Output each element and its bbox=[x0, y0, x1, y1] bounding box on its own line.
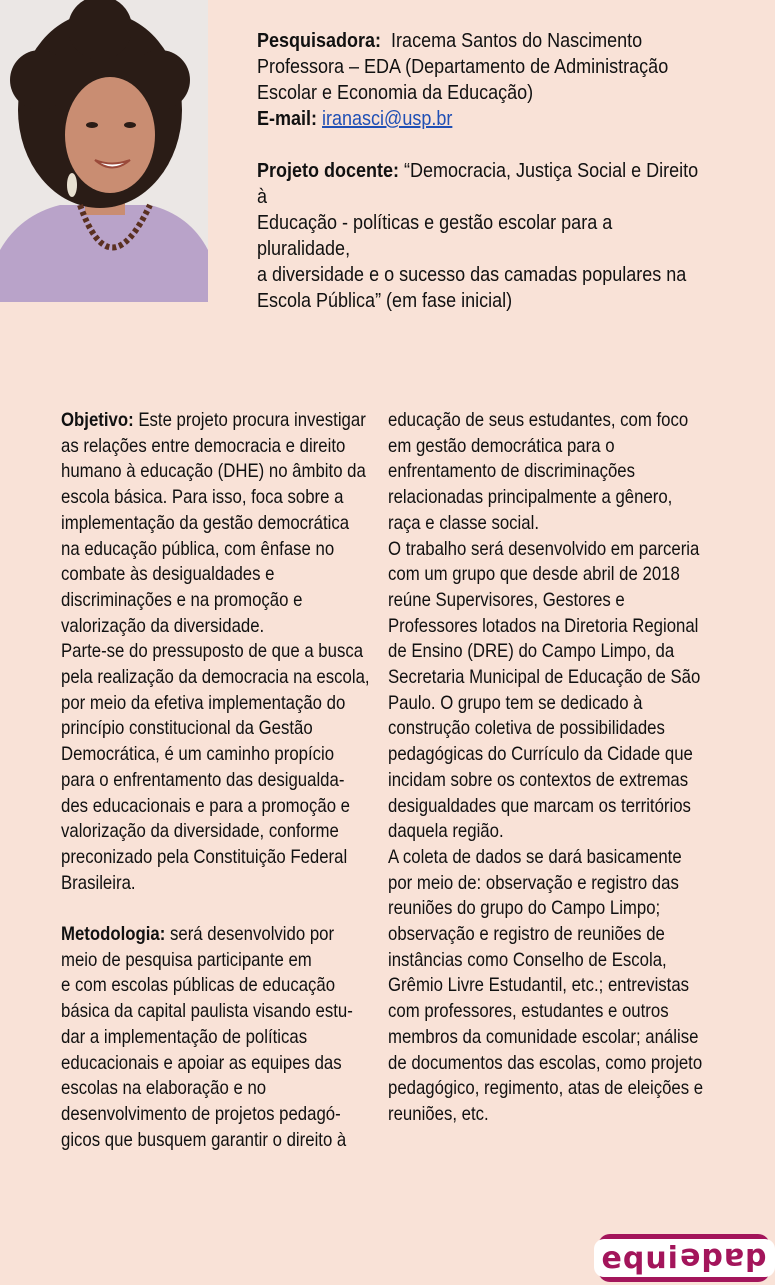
text-line: dar a implementação de políticas bbox=[61, 1025, 308, 1048]
text-line: desigualdades que marcam os territórios bbox=[388, 794, 691, 817]
project-line-1 bbox=[257, 158, 707, 210]
left-column bbox=[61, 408, 388, 1153]
researcher-line bbox=[257, 28, 707, 54]
methodology-first-line bbox=[61, 922, 388, 948]
text-line: humano à educação (DHE) no âmbito da bbox=[61, 460, 366, 483]
text-line: valorização da diversidade, conforme bbox=[61, 820, 339, 843]
text-line: Brasileira. bbox=[61, 871, 136, 894]
text-line: princípio constitucional da Gestão bbox=[61, 717, 313, 740]
researcher-name: Iracema Santos do Nascimento bbox=[391, 30, 643, 52]
text-line: educacionais e apoiar as equipes das bbox=[61, 1051, 342, 1074]
project-line-2: Educação - políticas e gestão escolar para a pluralidade, bbox=[257, 212, 613, 260]
text-line: básica da capital paulista visando estu- bbox=[61, 1000, 353, 1023]
email-link[interactable]: iranasci@usp.br bbox=[322, 108, 453, 130]
project-label: Projeto docente: bbox=[257, 160, 400, 182]
project-title-start: “Democracia, Justiça Social e Direito à bbox=[257, 160, 699, 208]
email-label: E-mail: bbox=[257, 108, 318, 130]
text-line: daquela região. bbox=[388, 820, 504, 843]
logo-wordmark bbox=[594, 1239, 775, 1277]
text-line: gicos que busquem garantir o direito à bbox=[61, 1128, 347, 1151]
project-line-3: a diversidade e o sucesso das camadas populares na bbox=[257, 264, 687, 286]
researcher-label: Pesquisadora: bbox=[257, 30, 382, 52]
text-line: reuniões, etc. bbox=[388, 1102, 489, 1125]
text-line: membros da comunidade escolar; análise bbox=[388, 1025, 699, 1048]
right-column bbox=[388, 408, 732, 1128]
text-line: pedagógicas do Currículo da Cidade que bbox=[388, 743, 693, 766]
text-line: Grêmio Livre Estudantil, etc.; entrevistas bbox=[388, 974, 690, 997]
project-line-4: Escola Pública” (em fase inicial) bbox=[257, 290, 513, 312]
text-line: será desenvolvido por bbox=[170, 923, 335, 946]
text-line: Paulo. O grupo tem se dedicado à bbox=[388, 691, 643, 714]
text-line: des educacionais e para a promoção e bbox=[61, 794, 351, 817]
logo-text-right: dade bbox=[678, 1240, 767, 1276]
text-line: Este projeto procura investigar bbox=[138, 409, 366, 431]
text-line: Secretaria Municipal de Educação de São bbox=[388, 666, 701, 689]
text-line: desenvolvimento de projetos pedagó- bbox=[61, 1102, 341, 1125]
text-line: A coleta de dados se dará basicamente bbox=[388, 845, 682, 868]
header-info bbox=[257, 28, 707, 314]
text-line: valorização da diversidade. bbox=[61, 614, 265, 637]
text-line: observação e registro de reuniões de bbox=[388, 923, 665, 946]
text-line: incidam sobre os contextos de extremas bbox=[388, 768, 689, 791]
text-line: discriminações e na promoção e bbox=[61, 588, 303, 611]
researcher-photo bbox=[0, 0, 208, 302]
text-line: de Ensino (DRE) do Campo Limpo, da bbox=[388, 640, 675, 663]
logo-text-left: equi bbox=[601, 1240, 679, 1276]
equidade-logo bbox=[598, 1234, 770, 1282]
text-line: de documentos das escolas, como projeto bbox=[388, 1051, 703, 1074]
text-line: combate às desigualdades e bbox=[61, 563, 275, 586]
text-line: O trabalho será desenvolvido em parceria bbox=[388, 537, 700, 560]
text-line: com um grupo que desde abril de 2018 bbox=[388, 563, 680, 586]
text-line: escolas na elaboração e no bbox=[61, 1077, 267, 1100]
text-line: instâncias como Conselho de Escola, bbox=[388, 948, 667, 971]
text-line: meio de pesquisa participante em bbox=[61, 948, 312, 971]
text-line: relacionadas principalmente a gênero, bbox=[388, 486, 673, 509]
text-line: raça e classe social. bbox=[388, 511, 539, 534]
text-line: por meio da efetiva implementação do bbox=[61, 691, 346, 714]
text-line: reuniões do grupo do Campo Limpo; bbox=[388, 897, 661, 920]
text-line: enfrentamento de discriminações bbox=[388, 460, 636, 483]
objective-first-line bbox=[61, 408, 388, 434]
text-line: escola básica. Para isso, foca sobre a bbox=[61, 486, 344, 509]
text-line: implementação da gestão democrática bbox=[61, 511, 350, 534]
text-line: construção coletiva de possibilidades bbox=[388, 717, 665, 740]
role-line-2: Escolar e Economia da Educação) bbox=[257, 82, 534, 104]
text-line: educação de seus estudantes, com foco bbox=[388, 409, 689, 431]
role-line-1: Professora – EDA (Departamento de Administração bbox=[257, 56, 669, 78]
text-line: com professores, estudantes e outros bbox=[388, 1000, 669, 1023]
text-line: por meio de: observação e registro das bbox=[388, 871, 679, 894]
text-line: em gestão democrática para o bbox=[388, 434, 615, 457]
text-line: reúne Supervisores, Gestores e bbox=[388, 588, 625, 611]
text-line: preconizado pela Constituição Federal bbox=[61, 845, 348, 868]
text-line: e com escolas públicas de educação bbox=[61, 974, 336, 997]
text-line: pedagógico, regimento, atas de eleições e bbox=[388, 1077, 704, 1100]
text-line: as relações entre democracia e direito bbox=[61, 434, 346, 457]
text-line: para o enfrentamento das desigualda- bbox=[61, 768, 345, 791]
text-line: Democrática, é um caminho propício bbox=[61, 743, 335, 766]
text-line: Professores lotados na Diretoria Regional bbox=[388, 614, 699, 637]
text-line: na educação pública, com ênfase no bbox=[61, 537, 335, 560]
text-line: Parte-se do pressuposto de que a busca bbox=[61, 640, 364, 663]
objective-label: Objetivo: bbox=[61, 409, 134, 431]
methodology-label: Metodologia: bbox=[61, 923, 166, 946]
email-line bbox=[257, 106, 707, 132]
text-line: pela realização da democracia na escola, bbox=[61, 666, 370, 689]
